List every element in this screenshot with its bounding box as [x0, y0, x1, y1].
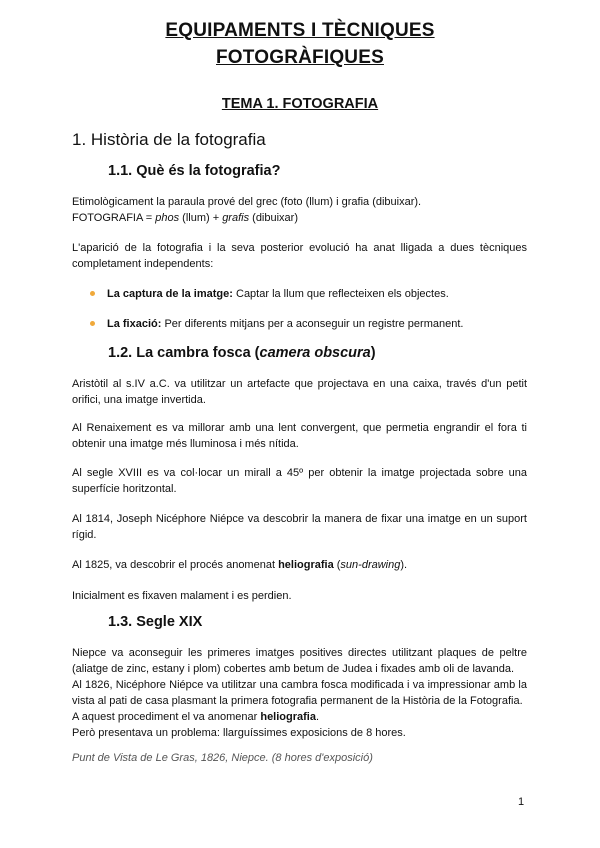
s12-heading-italic: camera obscura [259, 345, 371, 361]
etymology-line: Etimològicament la paraula prové del grec (foto (llum) i grafia (dibuixar). [72, 196, 422, 208]
segle-xviii-paragraph: Al segle XVIII es va col·locar un mirall a 45º per obtenir la imatge projectada sobre una superfície horitzontal. [72, 467, 527, 495]
doc-title-line2: FOTOGRÀFIQUES [216, 47, 384, 68]
problema-line: Però presentava un problema: llarguíssimes exposicions de 8 hores. [72, 727, 406, 739]
heliografia-1825-paragraph [72, 557, 527, 573]
p5-italic: sun-drawing [340, 559, 401, 571]
p3-suffix: . [315, 711, 320, 723]
bullet-capture-text: Captar la llum que reflecteixen els objectes. [232, 288, 449, 300]
bullet-fixation-text: Per diferents mitjans per a aconseguir un registre permanent. [161, 318, 464, 330]
bullet-item-fixation [90, 316, 530, 332]
p5-suffix: ). [400, 559, 408, 571]
section-1-1-heading: 1.1. Què és la fotografia? [108, 163, 281, 179]
bullet-dot-icon [90, 291, 95, 296]
segle-xix-block [72, 645, 527, 741]
procediment-line [72, 709, 527, 725]
plaques-paragraph: Niepce va aconseguir les primeres imatges positives directes utilitzant plaques de peltre (aliatge de zinc, estany i plom) cobertes amb betum de Judea i fixades amb oli de lavanda. [72, 647, 527, 675]
bullet-dot-icon [90, 321, 95, 326]
s12-heading-suffix: ) [370, 345, 376, 361]
niepce-1814-paragraph: Al 1814, Joseph Nicéphore Niépce va descobrir la manera de fixar una imatge en un suport rígid. [72, 513, 527, 541]
formula-phos: phos [155, 212, 180, 224]
niepce-1826-paragraph: Al 1826, Nicéphore Niépce va utilitzar una cambra fosca modificada i va impressionar amb la vista al pati de casa plasmant la primera fotografia permanent de la Història de la Fotografia. [72, 679, 527, 707]
p5-prefix: Al 1825, va descobrir el procés anomenat [72, 559, 279, 571]
section-1-heading: 1. Història de la fotografia [72, 130, 266, 149]
formula-grafis: grafis [222, 212, 250, 224]
bullet-item-capture [90, 286, 530, 302]
formula-suffix: (dibuixar) [249, 212, 298, 224]
p3-prefix: A aquest procediment el va anomenar [72, 711, 261, 723]
s12-heading-prefix: 1.2. La cambra fosca ( [108, 345, 260, 361]
p5-bold: heliografia [278, 559, 334, 571]
page-number: 1 [518, 796, 525, 808]
formula-mid: (llum) + [179, 212, 223, 224]
section-1-2-heading [108, 345, 376, 361]
bullet-capture-bold: La captura de la imatge: [107, 288, 233, 300]
bullet-fixation-bold: La fixació: [107, 318, 162, 330]
p3-bold: heliografia [260, 711, 316, 723]
photo-caption: Punt de Vista de Le Gras, 1826, Niepce. (8 hores d'exposició) [72, 752, 373, 764]
renaixement-paragraph: Al Renaixement es va millorar amb una lent convergent, que permetia engrandir el fora ti obtenir una imatge més lluminosa i més nítida. [72, 422, 527, 450]
inicialment-paragraph: Inicialment es fixaven malament i es perdien. [72, 590, 292, 602]
aparicio-paragraph: L'aparició de la fotografia i la seva posterior evolució ha anat lligada a dues tècniques completament independents: [72, 242, 527, 270]
section-1-3-heading: 1.3. Segle XIX [108, 614, 203, 630]
tema-heading: TEMA 1. FOTOGRAFIA [221, 96, 379, 112]
formula-prefix: FOTOGRAFIA = [72, 212, 156, 224]
p5-mid: ( [333, 559, 341, 571]
formula-line [72, 210, 527, 226]
doc-title-line1: EQUIPAMENTS I TÈCNIQUES [165, 20, 435, 41]
etymology-paragraph [72, 194, 527, 226]
aristotil-paragraph: Aristòtil al s.IV a.C. va utilitzar un artefacte que projectava en una caixa, través d'un petit orifici, una imatge invertida. [72, 378, 527, 406]
